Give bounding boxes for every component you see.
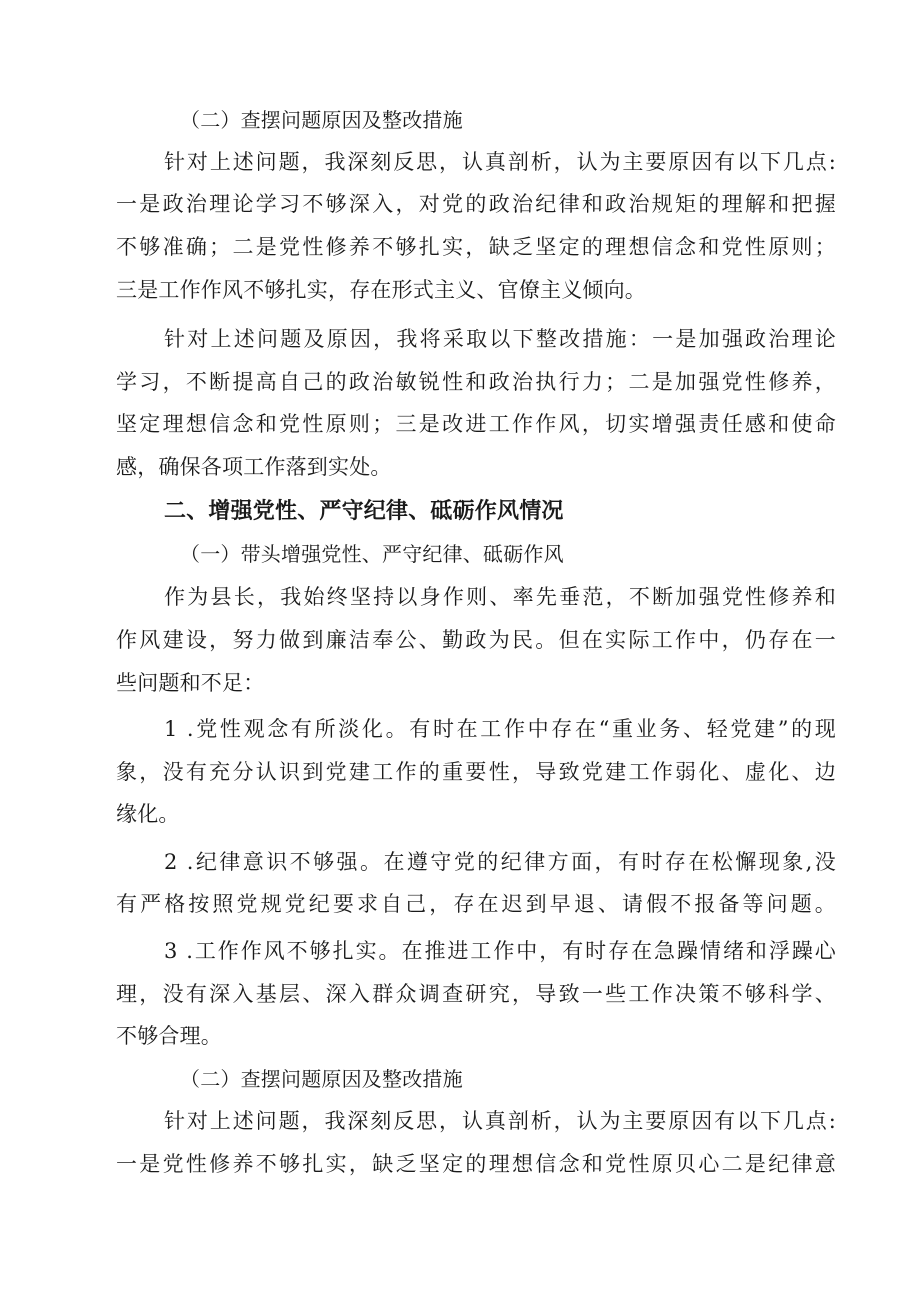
paragraph-line: 些问题和不足： [116,671,265,695]
list-item-line: 不够合理。 [116,1024,222,1048]
paragraph-line: 不够准确；二是党性修养不够扎实，缺乏坚定的理想信念和党性原则； [116,235,836,259]
paragraph-line: 针对上述问题，我深刻反思，认真剖析，认为主要原因有以下几点: [164,1109,836,1133]
section-subheading: （二）查摆问题原因及整改措施 [180,1067,463,1091]
list-item-line: 3 .工作作风不够扎实。在推进工作中，有时存在急躁情绪和浮躁心 [164,939,836,963]
list-item-line: 1 .党性观念有所淡化。有时在工作中存在“重业务、轻党建”的现 [164,717,836,741]
paragraph-line: 一是党性修养不够扎实，缺乏坚定的理想信念和党性原贝心二是纪律意 [116,1152,836,1176]
list-item-line: 象，没有充分认识到党建工作的重要性，导致党建工作弱化、虚化、边 [116,760,836,784]
paragraph-line: 针对上述问题及原因，我将采取以下整改措施：一是加强政治理论 [164,327,836,351]
paragraph-line: 作风建设，努力做到廉洁奉公、勤政为民。但在实际工作中，仍存在一 [116,628,836,652]
section-subheading: （一）带头增强党性、严守纪律、砥砺作风 [180,542,564,566]
paragraph-line: 一是政治理论学习不够深入，对党的政治纪律和政治规矩的理解和把握 [116,192,836,216]
paragraph-line: 作为县长，我始终坚持以身作则、率先垂范，不断加强党性修养和 [164,585,836,609]
paragraph-line: 感，确保各项工作落到实处。 [116,455,392,479]
list-item-line: 理，没有深入基层、深入群众调查研究，导致一些工作决策不够科学、 [116,982,836,1006]
list-item-line: 2 .纪律意识不够强。在遵守党的纪律方面，有时存在松懈现象,没 [164,850,836,874]
paragraph-line: 针对上述问题，我深刻反思，认真剖析，认为主要原因有以下几点: [164,150,836,174]
list-item-line: 有严格按照党规党纪要求自己，存在迟到早退、请假不报备等问题。 [116,892,836,916]
section-subheading: （二）查摆问题原因及整改措施 [180,108,463,132]
list-item-line: 缘化。 [116,802,180,826]
paragraph-line: 学习，不断提高自己的政治敏锐性和政治执行力；二是加强党性修养， [116,370,836,394]
section-heading: 二、增强党性、严守纪律、砥砺作风情况 [164,499,564,524]
paragraph-line: 三是工作作风不够扎实，存在形式主义、官僚主义倾向。 [116,278,646,302]
paragraph-line: 坚定理想信念和党性原则；三是改进工作作风，切实增强责任感和使命 [116,412,836,436]
